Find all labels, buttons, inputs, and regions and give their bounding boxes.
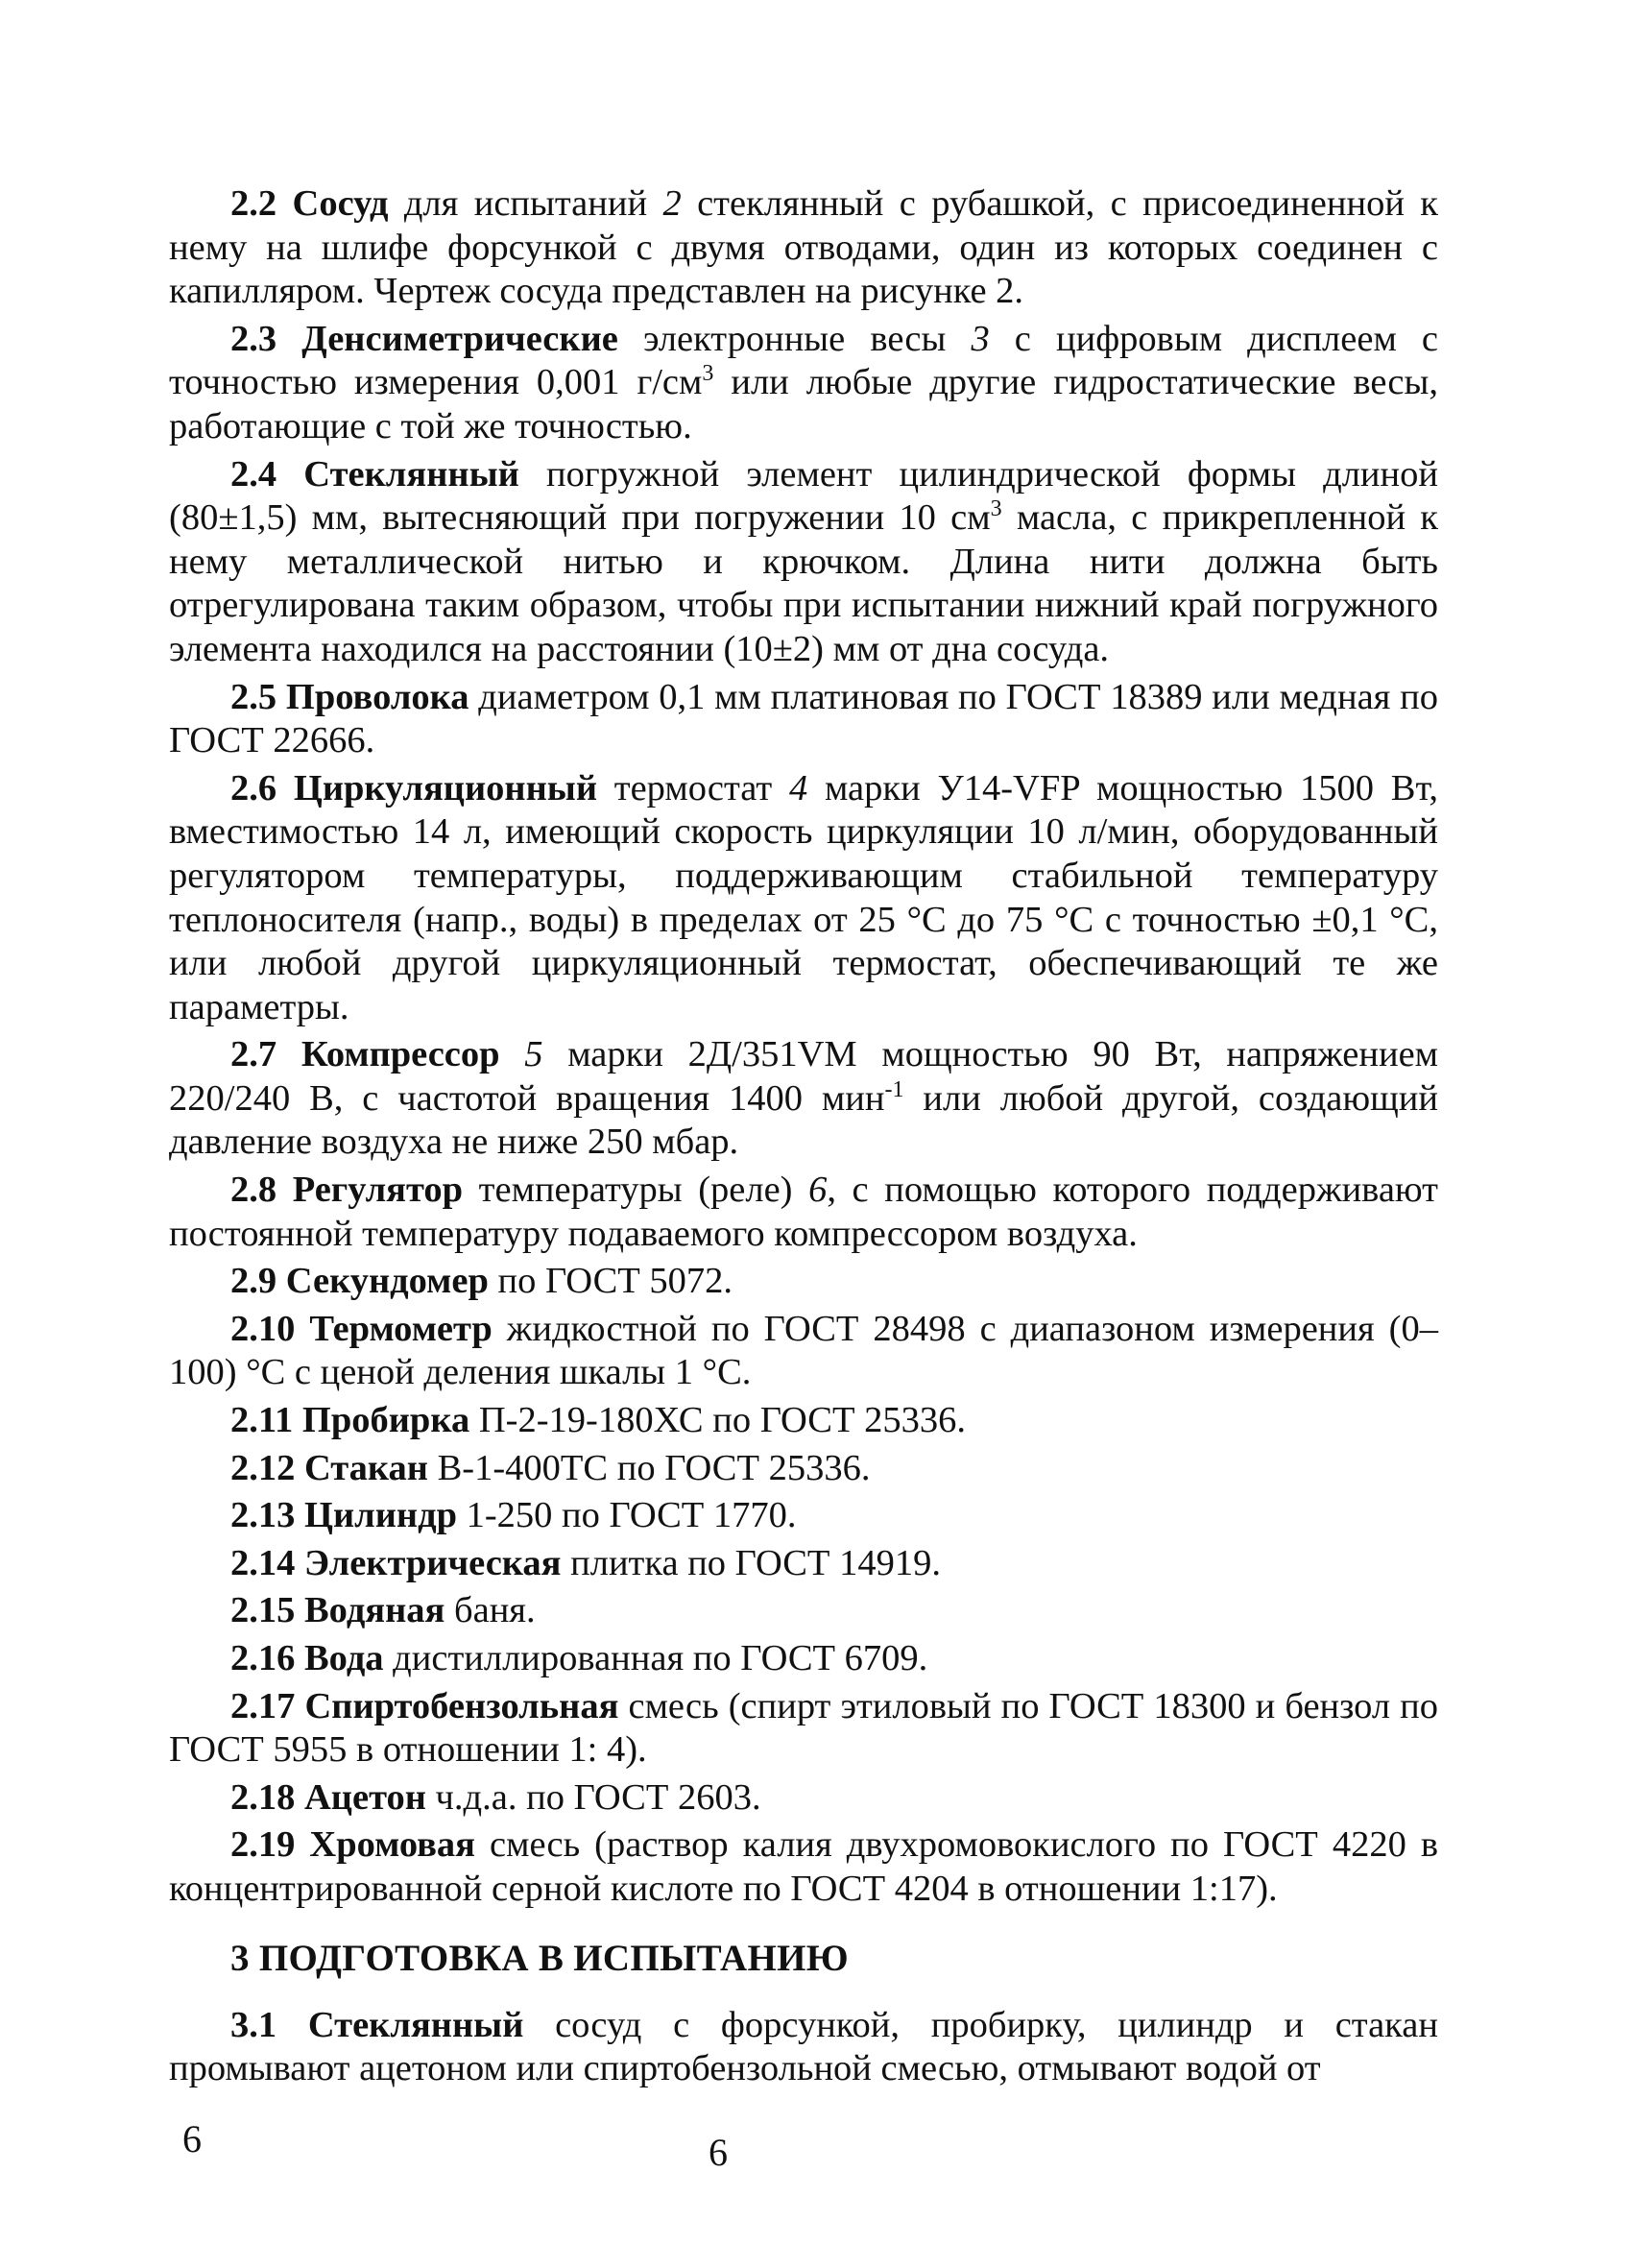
clause-heading [230, 454, 519, 495]
clause-term: Стакан [304, 1447, 428, 1488]
section-heading: 3 ПОДГОТОВКА В ИСПЫТАНИЮ [230, 1937, 849, 1979]
clause-heading [230, 1261, 489, 1301]
clause-heading [230, 1824, 475, 1865]
equipment-list [169, 182, 1438, 1912]
clause-number: 2.14 [230, 1542, 296, 1583]
clause-heading [230, 1034, 500, 1074]
clause-paragraph: 2.12 Стакан В-1-400ТС по ГОСТ 25336. [230, 1447, 871, 1488]
clause-heading [230, 768, 597, 808]
figure-ref-number: 5 [524, 1034, 543, 1075]
clause-term: Пробирка [301, 1400, 470, 1441]
clause-term: Сосуд [292, 183, 389, 224]
page-number-left: 6 [182, 2117, 202, 2160]
clause-number: 2.16 [230, 1638, 296, 1678]
clause-number: 2.13 [230, 1495, 296, 1536]
clause-term: Термометр [309, 1308, 493, 1349]
clause-term: Циркуляционный [293, 767, 597, 808]
clause-number: 2.4 [230, 453, 277, 495]
clause-heading [230, 1448, 428, 1488]
clause-heading [230, 1638, 384, 1678]
figure-ref-number: 4 [788, 767, 808, 808]
clause-term: Денсиметрические [301, 318, 618, 359]
superscript: 3 [702, 361, 714, 387]
clause-heading [230, 1170, 463, 1210]
clause-paragraph: 2.9 Секундомер по ГОСТ 5072. [230, 1261, 733, 1302]
clause-paragraph: 2.14 Электрическая плитка по ГОСТ 14919. [230, 1542, 941, 1583]
clause-paragraph: 2.11 Пробирка П-2-19-180ХС по ГОСТ 25336. [230, 1400, 966, 1441]
clause-term: Проволока [285, 676, 469, 717]
clause-number: 2.3 [230, 318, 277, 359]
clause-term: Хромовая [309, 1824, 476, 1866]
clause-heading [230, 1309, 493, 1349]
preparation-list [169, 2004, 1438, 2091]
clause-number: 3.1 [230, 2004, 277, 2045]
clause-paragraph: 2.16 Вода дистиллированная по ГОСТ 6709. [230, 1638, 928, 1678]
document-body [169, 182, 1438, 2095]
clause-number: 2.7 [230, 1034, 277, 1075]
clause-number: 2.6 [230, 767, 277, 808]
clause-paragraph: 2.7 Компрессор 5 марки 2Д/351VM мощностью 90 Вт, напряжением 220/240 В, с частотой вращения 1400 мин$^{-1}$ или любой другой, создающий давление воздуха не ниже 250 мбар. [169, 1034, 1439, 1163]
clause-paragraph: 2.8 Регулятор температуры (реле) 6, с помощью которого поддерживают постоянной температуру подаваемого компрессором воздуха. [169, 1170, 1439, 1254]
clause-term: Регулятор [292, 1170, 464, 1211]
clause-number: 2.9 [230, 1261, 277, 1302]
clause-term: Цилиндр [304, 1495, 457, 1536]
clause-heading [230, 2005, 523, 2045]
clause-heading [230, 319, 618, 359]
clause-paragraph: 3.1 Стеклянный сосуд с форсункой, пробирку, цилиндр и стакан промывают ацетоном или спиртобензольной смесью, отмывают водой от [169, 2004, 1439, 2089]
clause-paragraph: 2.3 Денсиметрические электронные весы 3 с цифровым дисплеем с точностью измерения 0,001 $г/см^3$ или любые другие гидростатические весы, работающие с той же точностью. [169, 318, 1439, 446]
figure-ref-number: 6 [808, 1170, 828, 1211]
clause-number: 2.10 [230, 1308, 296, 1349]
clause-paragraph: 2.17 Спиртобензольная смесь (спирт этиловый по ГОСТ 18300 и бензол по ГОСТ 5955 в отношении 1: 4). [169, 1685, 1438, 1771]
clause-number: 2.2 [230, 183, 277, 224]
figure-ref-number: 2 [662, 183, 682, 224]
clause-paragraph: 2.2 Сосуд для испытаний 2 стеклянный с рубашкой, с присоединенной к нему на шлифе форсункой с двумя отводами, один из которых соединен с капилляром. Чертеж сосуда представлен на рисунке 2. [169, 183, 1439, 312]
clause-heading [230, 1400, 469, 1440]
clause-paragraph: 2.6 Циркуляционный термостат 4 марки У14-VFP мощностью 1500 Вт, вместимостью 14 л, имеющий скорость циркуляции 10 л/мин, оборудованный регулятором температуры, поддерживающим стабильной температуру теплоносителя (напр., воды) в пределах от 25 °С до 75 °С с точностью ±0,1 °С, или любой другой циркуляционный термостат, обеспечивающий те же параметры. [169, 767, 1438, 1027]
clause-paragraph: 2.18 Ацетон ч.д.а. по ГОСТ 2603. [230, 1776, 761, 1818]
clause-number: 2.17 [230, 1685, 296, 1726]
superscript: -1 [884, 1077, 904, 1103]
clause-term: Стеклянный [307, 2004, 524, 2045]
clause-heading [230, 183, 388, 224]
clause-term: Компрессор [300, 1034, 500, 1075]
clause-term: Секундомер [285, 1261, 489, 1302]
clause-number: 2.12 [230, 1447, 296, 1488]
clause-term: Стеклянный [303, 453, 519, 495]
clause-term: Ацетон [304, 1776, 426, 1818]
clause-number: 2.5 [230, 676, 277, 717]
clause-heading [230, 1543, 562, 1583]
clause-term: Вода [304, 1638, 384, 1678]
figure-ref-number: 3 [971, 318, 990, 359]
clause-number: 2.19 [230, 1824, 296, 1866]
clause-heading [230, 677, 469, 717]
clause-term: Водяная [304, 1590, 445, 1631]
clause-paragraph: 2.4 Стеклянный погружной элемент цилиндрической формы длиной (80±1,5) мм, вытесняющий при погружении 10 $см^3$ масла, с прикрепленной к нему металлической нитью и крючком. Длина нити должна быть отрегулирована таким образом, чтобы при испытании нижний край погружного элемента находился на расстоянии (10±2) мм от дна сосуда. [169, 453, 1438, 669]
clause-heading [230, 1590, 445, 1630]
clause-paragraph: 2.13 Цилиндр 1-250 по ГОСТ 1770. [230, 1495, 797, 1536]
clause-number: 2.8 [230, 1170, 277, 1211]
clause-heading [230, 1777, 426, 1818]
clause-paragraph: 2.5 Проволока диаметром 0,1 мм платиновая по ГОСТ 18389 или медная по ГОСТ 22666. [169, 676, 1439, 761]
clause-term: Электрическая [304, 1542, 562, 1583]
clause-term: Спиртобензольная [304, 1685, 619, 1726]
clause-number: 2.18 [230, 1776, 296, 1818]
clause-paragraph: 2.19 Хромовая смесь (раствор калия двухромовокислого по ГОСТ 4220 в концентрированной серной кислоте по ГОСТ 4204 в отношении 1:17). [169, 1824, 1439, 1909]
clause-heading [230, 1686, 618, 1726]
clause-number: 2.11 [230, 1400, 294, 1441]
clause-heading [230, 1495, 457, 1535]
clause-paragraph: 2.10 Термометр жидкостной по ГОСТ 28498 с диапазоном измерения (0–100) °С с ценой деления шкалы 1 °С. [169, 1308, 1438, 1393]
page-number-center: 6 [709, 2131, 728, 2174]
clause-paragraph: 2.15 Водяная баня. [230, 1590, 536, 1631]
superscript: 3 [990, 496, 1002, 522]
clause-number: 2.15 [230, 1590, 296, 1631]
